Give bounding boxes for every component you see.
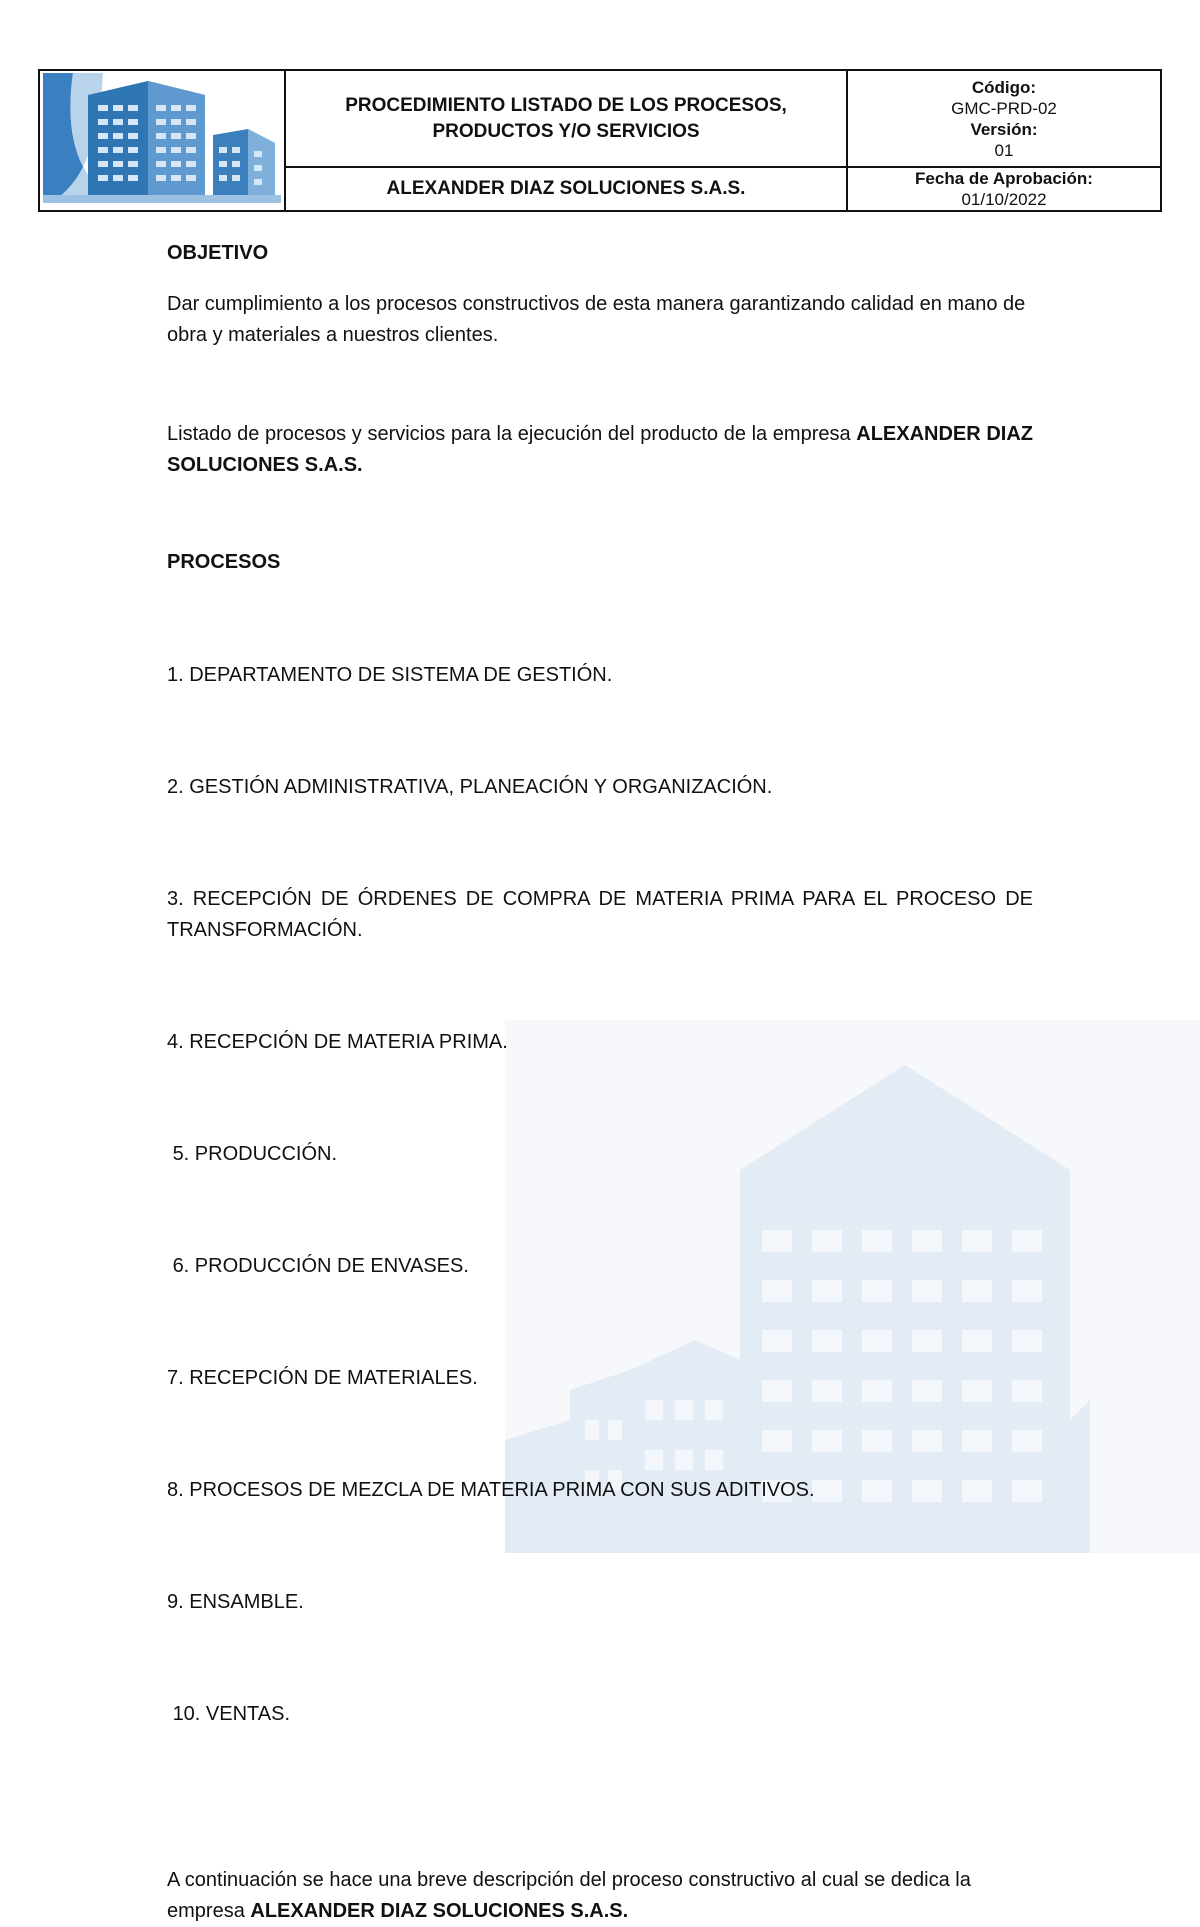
list-intro-paragraph (167, 419, 1033, 481)
process-item: 10. VENTAS. (167, 1703, 291, 1725)
approval-label: Fecha de Aprobación: (915, 169, 1093, 188)
document-title-cell (285, 70, 847, 167)
closing-company: ALEXANDER DIAZ SOLUCIONES S.A.S. (250, 1900, 629, 1922)
process-item: 2. GESTIÓN ADMINISTRATIVA, PLANEACIÓN Y ORGANIZACIÓN. (167, 776, 773, 798)
list-intro-text: Listado de procesos y servicios para la ejecución del producto de la empresa (167, 423, 857, 445)
document-title-line2: PRODUCTOS Y/O SERVICIOS (432, 120, 700, 142)
document-title-line1: PROCEDIMIENTO LISTADO DE LOS PROCESOS, (345, 94, 787, 116)
processes-heading: PROCESOS (167, 551, 281, 573)
processes-list (167, 598, 1039, 1811)
code-version-cell (847, 70, 1161, 167)
code-label: Código: (971, 77, 1037, 97)
version-label: Versión: (970, 119, 1038, 139)
objective-heading: OBJETIVO (167, 242, 269, 264)
closing-text: A continuación se hace una breve descripción del proceso constructivo al cual se dedica la empresa (167, 1869, 971, 1922)
process-item: 8. PROCESOS DE MEZCLA DE MATERIA PRIMA CON SUS ADITIVOS. (167, 1479, 815, 1501)
process-item: 5. PRODUCCIÓN. (167, 1143, 338, 1165)
document-body (167, 238, 1039, 1927)
process-item: 7. RECEPCIÓN DE MATERIALES. (167, 1367, 478, 1389)
process-item: 1. DEPARTAMENTO DE SISTEMA DE GESTIÓN. (167, 664, 613, 686)
process-item: 9. ENSAMBLE. (167, 1591, 304, 1613)
buildings-logo-icon (43, 73, 281, 203)
company-logo (39, 70, 285, 211)
company-name: ALEXANDER DIAZ SOLUCIONES S.A.S. (386, 178, 746, 199)
company-name-cell (285, 167, 847, 211)
version-value: 01 (994, 140, 1014, 160)
code-value: GMC-PRD-02 (951, 98, 1057, 118)
approval-value: 01/10/2022 (961, 190, 1047, 209)
process-item: 6. PRODUCCIÓN DE ENVASES. (167, 1255, 469, 1277)
closing-paragraph (167, 1865, 1033, 1927)
process-item: 3. RECEPCIÓN DE ÓRDENES DE COMPRA DE MATERIA PRIMA PARA EL PROCESO DE TRANSFORMACIÓN. (167, 888, 1039, 941)
list-intro-company: ALEXANDER DIAZ SOLUCIONES S.A.S. (167, 423, 1034, 476)
objective-paragraph: Dar cumplimiento a los procesos constructivos de esta manera garantizando calidad en mano de obra y materiales a nuestros clientes. (167, 293, 1026, 346)
approval-date-cell (847, 167, 1161, 211)
process-item: 4. RECEPCIÓN DE MATERIA PRIMA. (167, 1031, 508, 1053)
document-header-table (38, 69, 1162, 212)
